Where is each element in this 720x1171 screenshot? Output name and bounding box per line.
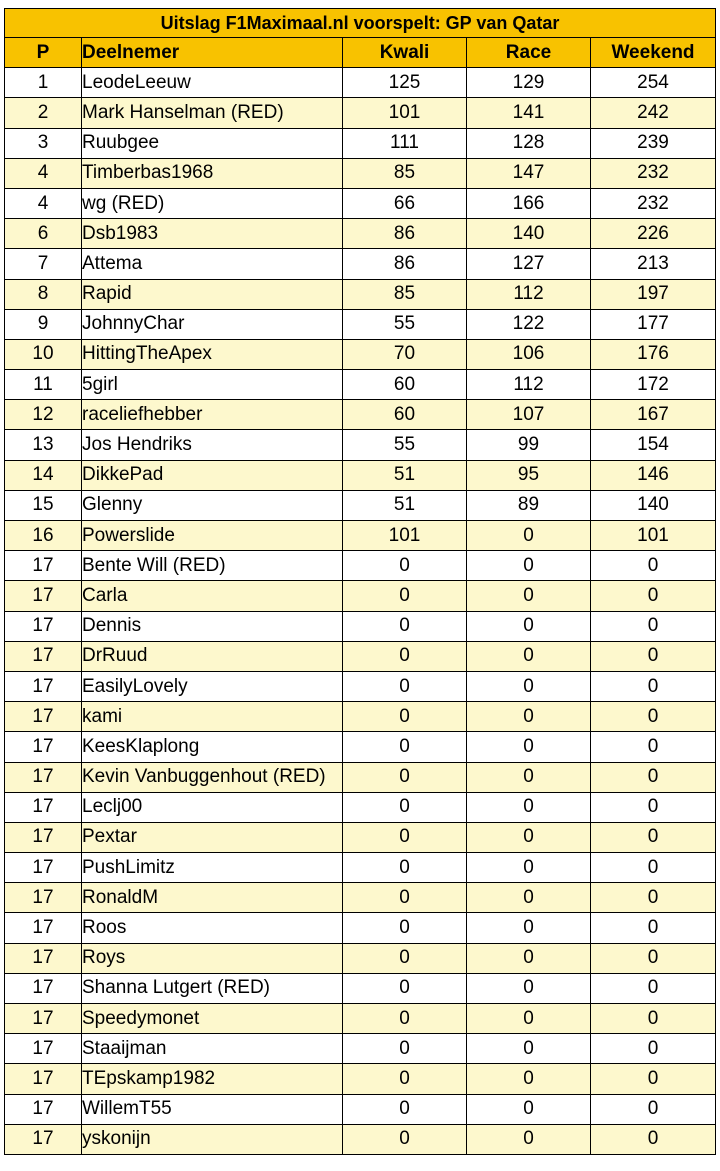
table-row — [5, 973, 716, 1003]
cell-position: 16 — [5, 521, 82, 551]
cell-participant: Dennis — [82, 611, 343, 641]
table-row — [5, 822, 716, 852]
cell-participant: wg (RED) — [82, 188, 343, 218]
table-row — [5, 188, 716, 218]
cell-kwali: 86 — [343, 219, 467, 249]
cell-position: 17 — [5, 792, 82, 822]
cell-kwali: 0 — [343, 611, 467, 641]
cell-race: 0 — [467, 551, 591, 581]
cell-participant: JohnnyChar — [82, 309, 343, 339]
cell-participant: Staaijman — [82, 1034, 343, 1064]
cell-kwali: 60 — [343, 370, 467, 400]
cell-kwali: 85 — [343, 279, 467, 309]
cell-weekend: 213 — [591, 249, 716, 279]
cell-position: 4 — [5, 158, 82, 188]
cell-weekend: 0 — [591, 1094, 716, 1124]
cell-position: 17 — [5, 581, 82, 611]
cell-weekend: 0 — [591, 732, 716, 762]
cell-weekend: 0 — [591, 792, 716, 822]
cell-position: 17 — [5, 1034, 82, 1064]
cell-weekend: 0 — [591, 671, 716, 701]
cell-participant: Jos Hendriks — [82, 430, 343, 460]
table-row — [5, 460, 716, 490]
cell-participant: Mark Hanselman (RED) — [82, 98, 343, 128]
table-row — [5, 883, 716, 913]
cell-position: 17 — [5, 1094, 82, 1124]
cell-race: 0 — [467, 973, 591, 1003]
cell-race: 0 — [467, 1034, 591, 1064]
cell-position: 7 — [5, 249, 82, 279]
cell-participant: Roys — [82, 943, 343, 973]
cell-weekend: 172 — [591, 370, 716, 400]
table-row — [5, 551, 716, 581]
cell-position: 17 — [5, 551, 82, 581]
cell-race: 0 — [467, 1064, 591, 1094]
cell-race: 0 — [467, 641, 591, 671]
cell-position: 17 — [5, 883, 82, 913]
cell-race: 0 — [467, 521, 591, 551]
cell-participant: Glenny — [82, 490, 343, 520]
table-row — [5, 68, 716, 98]
header-row — [5, 38, 716, 68]
cell-participant: Kevin Vanbuggenhout (RED) — [82, 762, 343, 792]
cell-kwali: 60 — [343, 400, 467, 430]
cell-weekend: 0 — [591, 641, 716, 671]
cell-race: 0 — [467, 913, 591, 943]
cell-position: 8 — [5, 279, 82, 309]
cell-kwali: 0 — [343, 732, 467, 762]
cell-position: 12 — [5, 400, 82, 430]
table-row — [5, 128, 716, 158]
cell-position: 17 — [5, 943, 82, 973]
cell-race: 128 — [467, 128, 591, 158]
table-row — [5, 400, 716, 430]
cell-kwali: 0 — [343, 762, 467, 792]
cell-kwali: 0 — [343, 702, 467, 732]
cell-weekend: 254 — [591, 68, 716, 98]
cell-position: 17 — [5, 762, 82, 792]
cell-position: 17 — [5, 1064, 82, 1094]
table-row — [5, 370, 716, 400]
cell-participant: LeodeLeeuw — [82, 68, 343, 98]
cell-weekend: 154 — [591, 430, 716, 460]
cell-position: 15 — [5, 490, 82, 520]
cell-position: 13 — [5, 430, 82, 460]
cell-participant: Carla — [82, 581, 343, 611]
table-row — [5, 521, 716, 551]
cell-participant: WillemT55 — [82, 1094, 343, 1124]
header-position: P — [5, 38, 82, 68]
cell-kwali: 0 — [343, 551, 467, 581]
header-race: Race — [467, 38, 591, 68]
cell-position: 3 — [5, 128, 82, 158]
cell-race: 0 — [467, 792, 591, 822]
cell-kwali: 0 — [343, 853, 467, 883]
cell-race: 0 — [467, 702, 591, 732]
cell-race: 0 — [467, 943, 591, 973]
cell-participant: raceliefhebber — [82, 400, 343, 430]
cell-race: 140 — [467, 219, 591, 249]
cell-weekend: 0 — [591, 581, 716, 611]
cell-participant: Timberbas1968 — [82, 158, 343, 188]
table-row — [5, 671, 716, 701]
cell-position: 4 — [5, 188, 82, 218]
cell-weekend: 167 — [591, 400, 716, 430]
cell-position: 11 — [5, 370, 82, 400]
cell-position: 17 — [5, 611, 82, 641]
table-row — [5, 279, 716, 309]
cell-kwali: 0 — [343, 822, 467, 852]
cell-position: 9 — [5, 309, 82, 339]
cell-race: 112 — [467, 279, 591, 309]
cell-weekend: 140 — [591, 490, 716, 520]
cell-participant: Ruubgee — [82, 128, 343, 158]
cell-weekend: 232 — [591, 158, 716, 188]
cell-weekend: 177 — [591, 309, 716, 339]
cell-kwali: 0 — [343, 1124, 467, 1154]
cell-kwali: 0 — [343, 792, 467, 822]
table-row — [5, 249, 716, 279]
cell-race: 129 — [467, 68, 591, 98]
table-row — [5, 430, 716, 460]
table-row — [5, 943, 716, 973]
cell-position: 17 — [5, 1004, 82, 1034]
cell-race: 0 — [467, 611, 591, 641]
table-row — [5, 732, 716, 762]
table-row — [5, 853, 716, 883]
cell-position: 17 — [5, 853, 82, 883]
cell-position: 17 — [5, 732, 82, 762]
table-row — [5, 913, 716, 943]
cell-race: 0 — [467, 822, 591, 852]
cell-race: 166 — [467, 188, 591, 218]
results-body — [5, 68, 716, 1155]
cell-race: 0 — [467, 732, 591, 762]
cell-participant: TEpskamp1982 — [82, 1064, 343, 1094]
cell-kwali: 101 — [343, 521, 467, 551]
cell-participant: DrRuud — [82, 641, 343, 671]
cell-weekend: 176 — [591, 339, 716, 369]
cell-race: 0 — [467, 581, 591, 611]
cell-weekend: 0 — [591, 551, 716, 581]
table-row — [5, 641, 716, 671]
cell-weekend: 0 — [591, 943, 716, 973]
cell-race: 147 — [467, 158, 591, 188]
cell-kwali: 111 — [343, 128, 467, 158]
cell-weekend: 146 — [591, 460, 716, 490]
cell-kwali: 51 — [343, 490, 467, 520]
cell-race: 0 — [467, 671, 591, 701]
cell-kwali: 101 — [343, 98, 467, 128]
results-table — [4, 8, 716, 1155]
cell-participant: Roos — [82, 913, 343, 943]
cell-weekend: 0 — [591, 883, 716, 913]
cell-participant: Attema — [82, 249, 343, 279]
cell-position: 17 — [5, 973, 82, 1003]
cell-kwali: 0 — [343, 581, 467, 611]
cell-position: 14 — [5, 460, 82, 490]
cell-participant: Powerslide — [82, 521, 343, 551]
cell-weekend: 0 — [591, 973, 716, 1003]
cell-kwali: 0 — [343, 943, 467, 973]
cell-weekend: 0 — [591, 702, 716, 732]
cell-weekend: 0 — [591, 1064, 716, 1094]
cell-kwali: 55 — [343, 309, 467, 339]
table-row — [5, 1064, 716, 1094]
cell-participant: Leclj00 — [82, 792, 343, 822]
cell-weekend: 242 — [591, 98, 716, 128]
cell-kwali: 125 — [343, 68, 467, 98]
table-row — [5, 762, 716, 792]
cell-weekend: 232 — [591, 188, 716, 218]
cell-weekend: 0 — [591, 853, 716, 883]
cell-position: 17 — [5, 671, 82, 701]
cell-race: 106 — [467, 339, 591, 369]
cell-weekend: 0 — [591, 762, 716, 792]
table-row — [5, 792, 716, 822]
table-row — [5, 219, 716, 249]
cell-kwali: 0 — [343, 913, 467, 943]
table-row — [5, 1124, 716, 1154]
cell-race: 0 — [467, 1094, 591, 1124]
table-row — [5, 581, 716, 611]
cell-participant: HittingTheApex — [82, 339, 343, 369]
cell-kwali: 86 — [343, 249, 467, 279]
cell-participant: Dsb1983 — [82, 219, 343, 249]
cell-position: 6 — [5, 219, 82, 249]
cell-race: 0 — [467, 883, 591, 913]
cell-kwali: 0 — [343, 883, 467, 913]
table-row — [5, 1004, 716, 1034]
cell-weekend: 0 — [591, 1034, 716, 1064]
cell-position: 17 — [5, 822, 82, 852]
cell-weekend: 239 — [591, 128, 716, 158]
cell-kwali: 55 — [343, 430, 467, 460]
cell-participant: DikkePad — [82, 460, 343, 490]
cell-kwali: 0 — [343, 1034, 467, 1064]
cell-kwali: 0 — [343, 671, 467, 701]
cell-participant: PushLimitz — [82, 853, 343, 883]
cell-race: 0 — [467, 1124, 591, 1154]
cell-participant: kami — [82, 702, 343, 732]
cell-weekend: 101 — [591, 521, 716, 551]
cell-race: 99 — [467, 430, 591, 460]
cell-participant: KeesKlaplong — [82, 732, 343, 762]
cell-participant: EasilyLovely — [82, 671, 343, 701]
header-weekend: Weekend — [591, 38, 716, 68]
cell-kwali: 66 — [343, 188, 467, 218]
cell-race: 0 — [467, 762, 591, 792]
cell-weekend: 197 — [591, 279, 716, 309]
table-row — [5, 158, 716, 188]
cell-kwali: 0 — [343, 1064, 467, 1094]
cell-position: 2 — [5, 98, 82, 128]
header-kwali: Kwali — [343, 38, 467, 68]
table-row — [5, 490, 716, 520]
cell-race: 127 — [467, 249, 591, 279]
table-title: Uitslag F1Maximaal.nl voorspelt: GP van Qatar — [5, 9, 716, 38]
cell-race: 95 — [467, 460, 591, 490]
cell-position: 1 — [5, 68, 82, 98]
cell-participant: Pextar — [82, 822, 343, 852]
title-row — [5, 9, 716, 38]
cell-weekend: 0 — [591, 822, 716, 852]
cell-race: 112 — [467, 370, 591, 400]
cell-position: 17 — [5, 641, 82, 671]
table-row — [5, 1034, 716, 1064]
table-row — [5, 309, 716, 339]
cell-participant: Bente Will (RED) — [82, 551, 343, 581]
table-row — [5, 339, 716, 369]
cell-position: 17 — [5, 1124, 82, 1154]
cell-position: 17 — [5, 913, 82, 943]
cell-participant: 5girl — [82, 370, 343, 400]
table-row — [5, 98, 716, 128]
cell-race: 122 — [467, 309, 591, 339]
cell-participant: yskonijn — [82, 1124, 343, 1154]
cell-weekend: 0 — [591, 913, 716, 943]
cell-race: 0 — [467, 853, 591, 883]
cell-kwali: 51 — [343, 460, 467, 490]
table-row — [5, 611, 716, 641]
cell-race: 107 — [467, 400, 591, 430]
cell-position: 10 — [5, 339, 82, 369]
table-row — [5, 702, 716, 732]
cell-kwali: 0 — [343, 641, 467, 671]
cell-weekend: 0 — [591, 1124, 716, 1154]
cell-kwali: 85 — [343, 158, 467, 188]
cell-race: 0 — [467, 1004, 591, 1034]
cell-kwali: 0 — [343, 1094, 467, 1124]
cell-participant: Rapid — [82, 279, 343, 309]
cell-race: 141 — [467, 98, 591, 128]
cell-participant: RonaldM — [82, 883, 343, 913]
cell-kwali: 70 — [343, 339, 467, 369]
cell-kwali: 0 — [343, 973, 467, 1003]
cell-participant: Speedymonet — [82, 1004, 343, 1034]
header-participant: Deelnemer — [82, 38, 343, 68]
cell-participant: Shanna Lutgert (RED) — [82, 973, 343, 1003]
cell-weekend: 0 — [591, 611, 716, 641]
cell-position: 17 — [5, 702, 82, 732]
cell-race: 89 — [467, 490, 591, 520]
table-row — [5, 1094, 716, 1124]
cell-kwali: 0 — [343, 1004, 467, 1034]
cell-weekend: 0 — [591, 1004, 716, 1034]
cell-weekend: 226 — [591, 219, 716, 249]
